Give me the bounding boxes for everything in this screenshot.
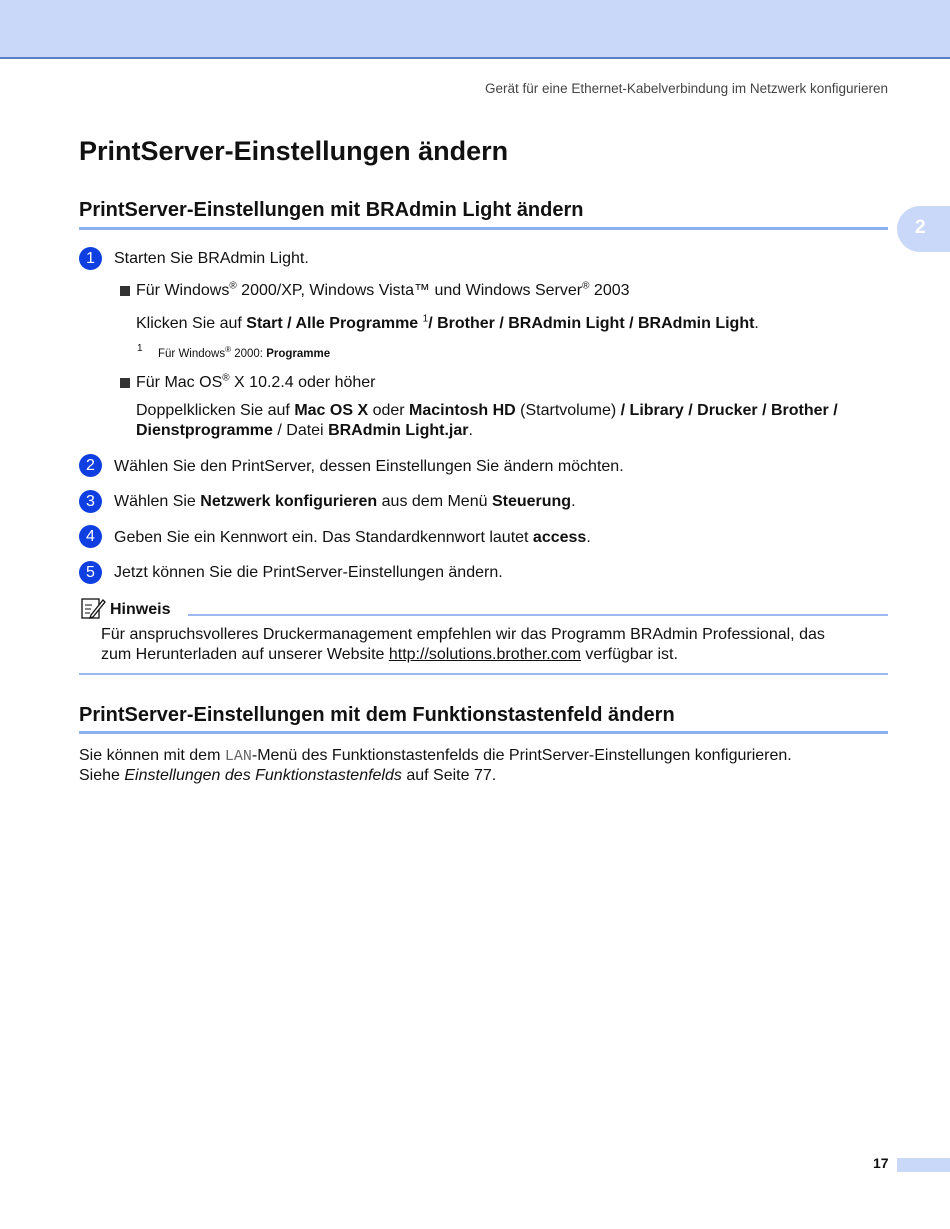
- footnote-text: Für Windows® 2000: Programme: [158, 345, 331, 360]
- lan-menu-code: LAN: [224, 748, 252, 765]
- step-3-text: Wählen Sie Netzwerk konfigurieren aus dem Menü Steuerung.: [114, 493, 576, 510]
- note-top-rule: [188, 614, 888, 616]
- bullet-windows: [120, 286, 130, 296]
- section2-paragraph-1: Sie können mit dem LAN-Menü des Funktionstastenfelds die PrintServer-Einstellungen konfigurieren.: [79, 747, 792, 765]
- note-line-1: Für anspruchsvolleres Druckermanagement empfehlen wir das Programm BRAdmin Professional, das: [101, 626, 825, 643]
- page-title: PrintServer-Einstellungen ändern: [79, 136, 509, 166]
- note-bottom-rule: [79, 673, 888, 675]
- bullet-mac: [120, 378, 130, 388]
- step-5-badge: 5: [79, 561, 102, 584]
- mac-instructions-line2: Dienstprogramme / Datei BRAdmin Light.jar.: [136, 422, 473, 439]
- step-2-text: Wählen Sie den PrintServer, dessen Einstellungen Sie ändern möchten.: [114, 458, 624, 475]
- running-header: Gerät für eine Ethernet-Kabelverbindung im Netzwerk konfigurieren: [485, 81, 888, 96]
- brother-solutions-link[interactable]: http://solutions.brother.com: [388, 646, 581, 663]
- windows-instructions: Klicken Sie auf Start / Alle Programme $^1$/ Brother / BRAdmin Light / BRAdmin Light.: [136, 313, 759, 332]
- section-title-control-panel: PrintServer-Einstellungen mit dem Funktionstastenfeld ändern: [79, 704, 675, 726]
- windows-heading: Für Windows® 2000/XP, Windows Vista™ und Windows Server® 2003: [136, 280, 630, 299]
- footnote-ref: 1: [422, 313, 429, 325]
- step-2-badge: 2: [79, 454, 102, 477]
- page-number: 17: [873, 1155, 889, 1171]
- note-pencil-icon: [80, 596, 106, 620]
- section-title-bradmin: PrintServer-Einstellungen mit BRAdmin Light ändern: [79, 199, 584, 221]
- step-5-text: Jetzt können Sie die PrintServer-Einstellungen ändern.: [114, 564, 503, 581]
- page-number-bar: [897, 1158, 950, 1172]
- note-line-2: zum Herunterladen auf unserer Website http://solutions.brother.com verfügbar ist.: [101, 646, 678, 663]
- mac-heading: Für Mac OS® X 10.2.4 oder höher: [136, 372, 376, 391]
- chapter-number: 2: [915, 217, 926, 238]
- note-label: Hinweis: [110, 601, 171, 618]
- step-1-text: Starten Sie BRAdmin Light.: [114, 250, 309, 267]
- section-rule: [79, 227, 888, 230]
- step-1-badge: 1: [79, 247, 102, 270]
- mac-instructions-line1: Doppelklicken Sie auf Mac OS X oder Macintosh HD (Startvolume) / Library / Drucker / Brother /: [136, 402, 838, 419]
- step-3-badge: 3: [79, 490, 102, 513]
- step-4-badge: 4: [79, 525, 102, 548]
- chapter-tab: [897, 206, 950, 252]
- step-4-text: Geben Sie ein Kennwort ein. Das Standardkennwort lautet access.: [114, 529, 591, 546]
- header-band: [0, 0, 950, 59]
- section2-paragraph-2: Siehe Einstellungen des Funktionstastenfelds auf Seite 77.: [79, 767, 497, 784]
- cross-reference: Einstellungen des Funktionstastenfelds: [124, 767, 402, 784]
- footnote-number: 1: [137, 343, 143, 354]
- section-rule-2: [79, 731, 888, 734]
